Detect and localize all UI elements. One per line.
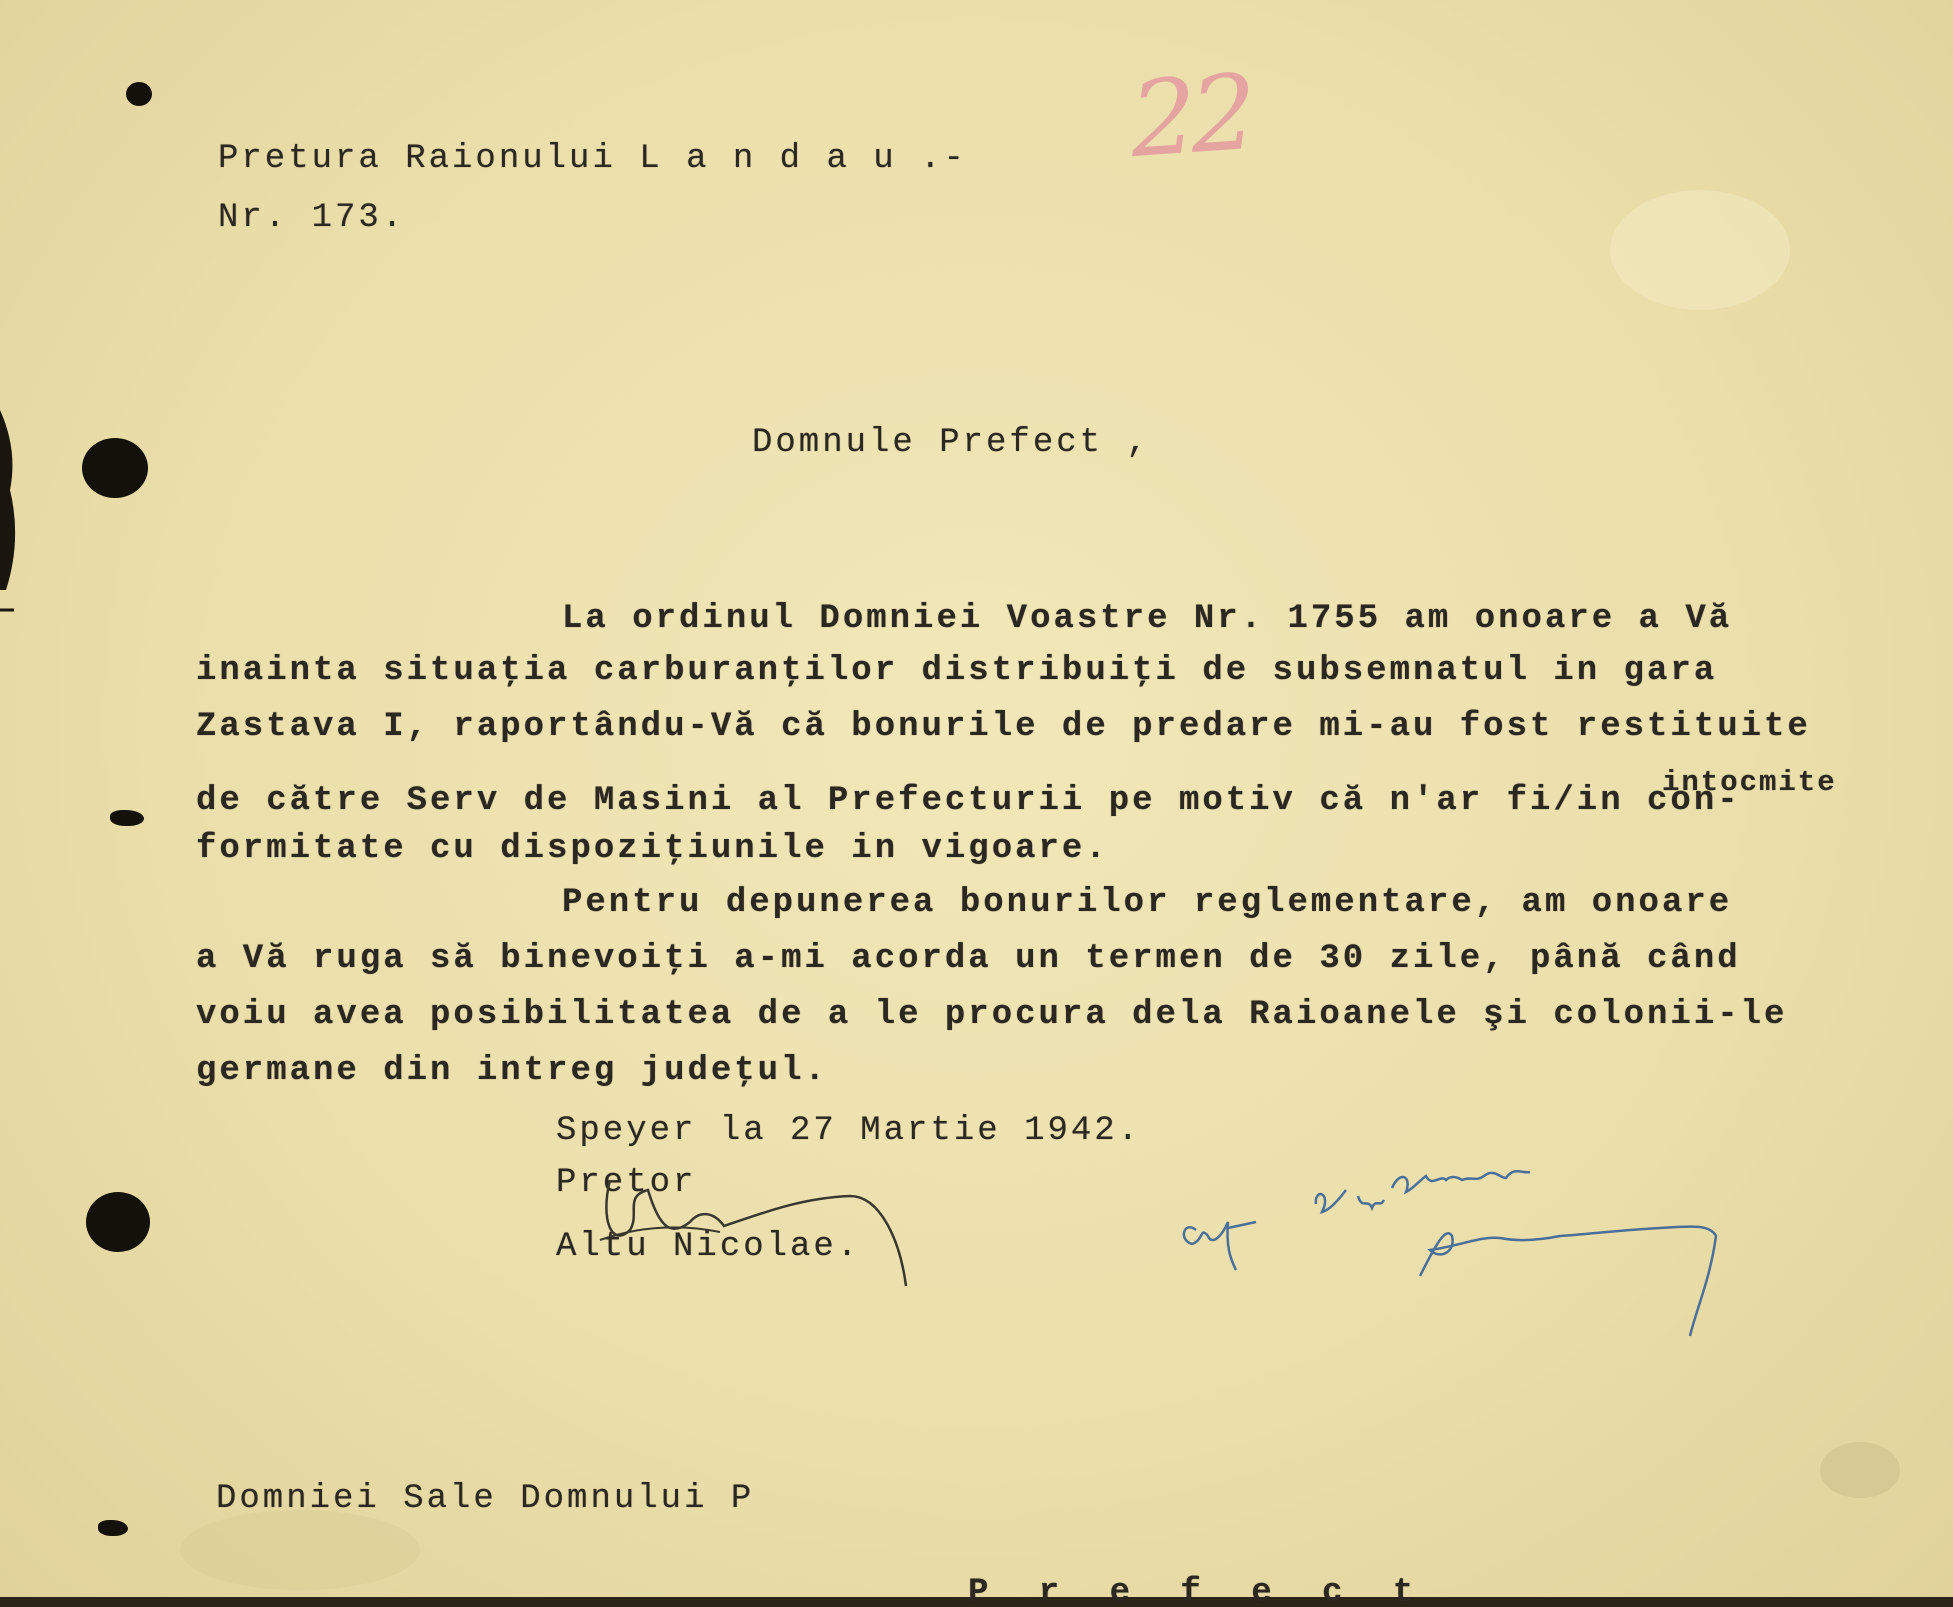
addressee-title: P r e f e c t [968,1574,1429,1607]
body-line: Pentru depunerea bonurilor reglementare, am onoare [562,884,1733,922]
addressee-line: Domniei Sale Domnului P [216,1480,755,1518]
reference-number: Nr. 173. [218,199,406,237]
body-line: de către Serv de Masini al Prefecturii pe motiv că n'ar fi/in con- [196,782,1741,820]
salutation: Domnule Prefect , [752,424,1150,462]
body-line: Zastava I, raportându-Vă că bonurile de predare mi-au fost restituite [196,708,1811,746]
body-line: La ordinul Domniei Voastre Nr. 1755 am onoare a Vă [562,600,1733,638]
signatory-name: Altu Nicolae. [556,1228,861,1266]
interlinear-insert: intocmite [1662,766,1837,799]
folio-number: 22 [1121,50,1259,182]
body-line: inainta situaţia carburanţilor distribuiţi de subsemnatul in gara [196,652,1718,690]
body-line: voiu avea posibilitatea de a le procura dela Raioanele şi colonii-le [196,996,1788,1034]
body-line: formitate cu dispoziţiunile in vigoare. [196,830,1109,868]
body-line: germane din intreg judeţul. [196,1052,828,1090]
office-heading: Pretura Raionului L a n d a u .- [218,140,967,178]
signatory-title: Pretor [556,1164,697,1202]
place-and-date: Speyer la 27 Martie 1942. [556,1112,1142,1150]
body-line: a Vă ruga să binevoiţi a-mi acorda un termen de 30 zile, până când [196,940,1741,978]
